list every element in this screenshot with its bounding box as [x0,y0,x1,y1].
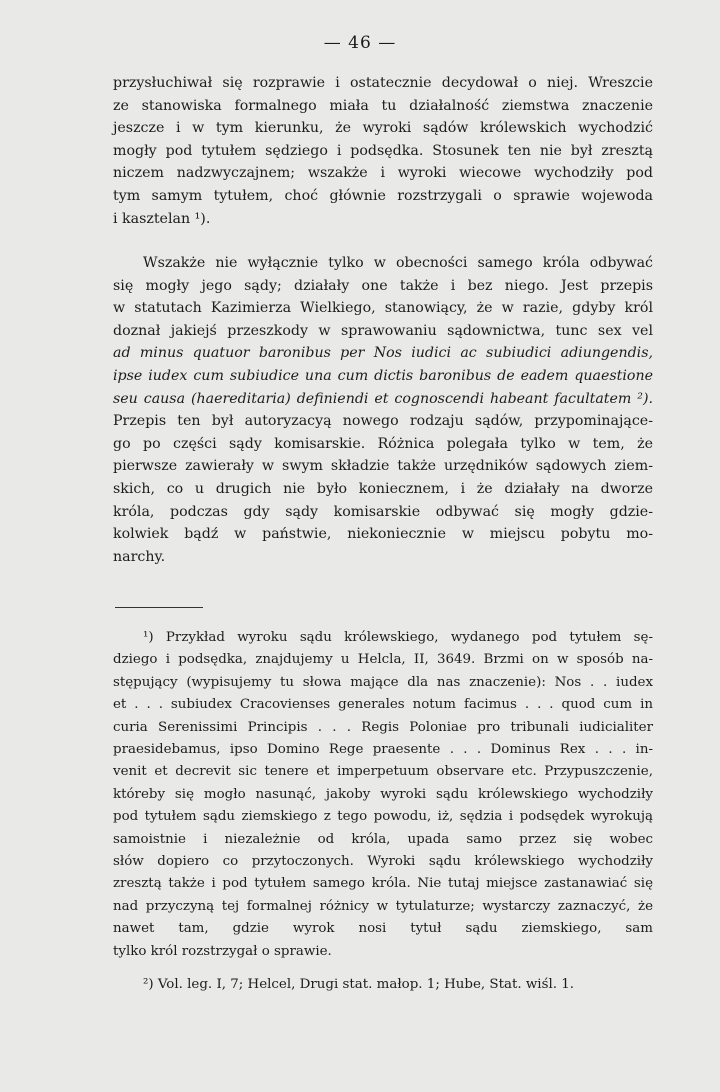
text-line: mogły pod tytułem sędziego i podsędka. Stosunek ten nie był zresztą [113,142,653,159]
text-line: Przepis ten był autoryzacyą nowego rodzaju sądów, przypominające- [113,413,653,430]
text-line: jeszcze i w tym kierunku, że wyroki sądów królewskich wychodzić [113,120,653,137]
footnote-2 [113,974,653,996]
text-line: ze stanowiska formalnego miała tu działalność ziemstwa znaczenie [113,97,653,114]
latin-quote-line [113,342,653,365]
latin-text: ad minus quatuor baronibus per Nos iudici ac subiudici adiungendis, [113,345,653,362]
page-number: — 46 — [323,33,397,53]
latin-text: ipse iudex cum subiudice una cum dictis baronibus de eadem quaestione [113,367,653,384]
text-line: tym samym tytułem, choć głównie rozstrzygali o sprawie wojewoda [113,187,653,204]
footnote-line: słów dopiero co przytoczonych. Wyroki sądu królewskiego wychodziły [113,854,653,870]
text-line: przysłuchiwał się rozprawie i ostatecznie decydował o niej. Wreszcie [113,75,653,91]
text-line: się mogły jego sądy; działały one także i bez niego. Jest przepis [113,277,653,294]
text-line: pierwsze zawierały w swym składzie także urzędników sądowych ziem- [113,458,653,475]
footnote-line: nad przyczyną tej formalnej różnicy w tytulaturze; wystarczy zaznaczyć, że [113,898,653,914]
text-line: go po części sądy komisarskie. Różnica polegała tylko w tem, że [113,435,653,452]
text-line: doznał jakiejś przeszkody w sprawowaniu sądownictwa, tunc sex vel [113,322,653,339]
footnote-line: ¹) Przykład wyroku sądu królewskiego, wydanego pod tytułem sę- [143,630,653,645]
footnote-line: et . . . subiudex Cracovienses generales notum facimus . . . quod cum in [113,697,653,713]
text-line: i kasztelan ¹). [113,210,211,227]
latin-text: seu causa (haereditaria) definiendi et cognoscendi habeant facultatem ²). [113,390,653,407]
footnote-line: tylko król rozstrzygał o sprawie. [113,943,332,959]
text-line: kolwiek bądź w państwie, niekoniecznie w miejscu pobytu mo- [113,526,653,543]
footnote-line: stępujący (wypisujemy tu słowa mające dla nas znaczenie): Nos . . iudex [113,674,653,690]
footnote-line: pod tytułem sądu ziemskiego z tego powodu, iż, sędzia i podsędek wyrokują [113,809,653,825]
text-line: narchy. [113,548,166,565]
footnote-line: zresztą także i pod tytułem samego króla. Nie tutaj miejsce zastanawiać się [113,876,653,892]
text-line: króla, podczas gdy sądy komisarskie odbywać się mogły gdzie- [113,503,653,520]
footnote-divider [115,607,203,608]
footnote-1 [113,627,653,963]
latin-quote-line [113,388,653,411]
text-line: w statutach Kazimierza Wielkiego, stanowiący, że w razie, gdyby król [113,300,653,317]
paragraph-1 [113,72,653,230]
footnote-line: curia Serenissimi Principis . . . Regis Poloniae pro tribunali iudicialiter [113,719,653,735]
footnote-line: praesidebamus, ipso Domino Rege praesente . . . Dominus Rex . . . in- [113,742,653,758]
footnote-line: venit et decrevit sic tenere et imperpetuum observare etc. Przypuszczenie, [113,764,653,780]
latin-quote-line [113,365,653,388]
text-line: niczem nadzwyczajnem; wszakże i wyroki wiecowe wychodziły pod [113,165,653,182]
footnote-line: któreby się mogło nasunąć, jakoby wyroki sądu królewskiego wychodziły [113,786,653,802]
footnote-line: ²) Vol. leg. I, 7; Helcel, Drugi stat. małop. 1; Hube, Stat. wiśl. 1. [143,977,575,992]
text-line: Wszakże nie wyłącznie tylko w obecności samego króla odbywać [143,255,653,271]
text-line: skich, co u drugich nie było koniecznem, i że działały na dworze [113,480,653,497]
paragraph-2 [113,252,653,568]
footnote-line: samoistnie i niezależnie od króla, upada samo przez się wobec [113,831,653,847]
footnote-line: dziego i podsędka, znajdujemy u Helcla, II, 3649. Brzmi on w sposób na- [113,652,653,668]
footnote-line: nawet tam, gdzie wyrok nosi tytuł sądu ziemskiego, sam [113,921,653,937]
